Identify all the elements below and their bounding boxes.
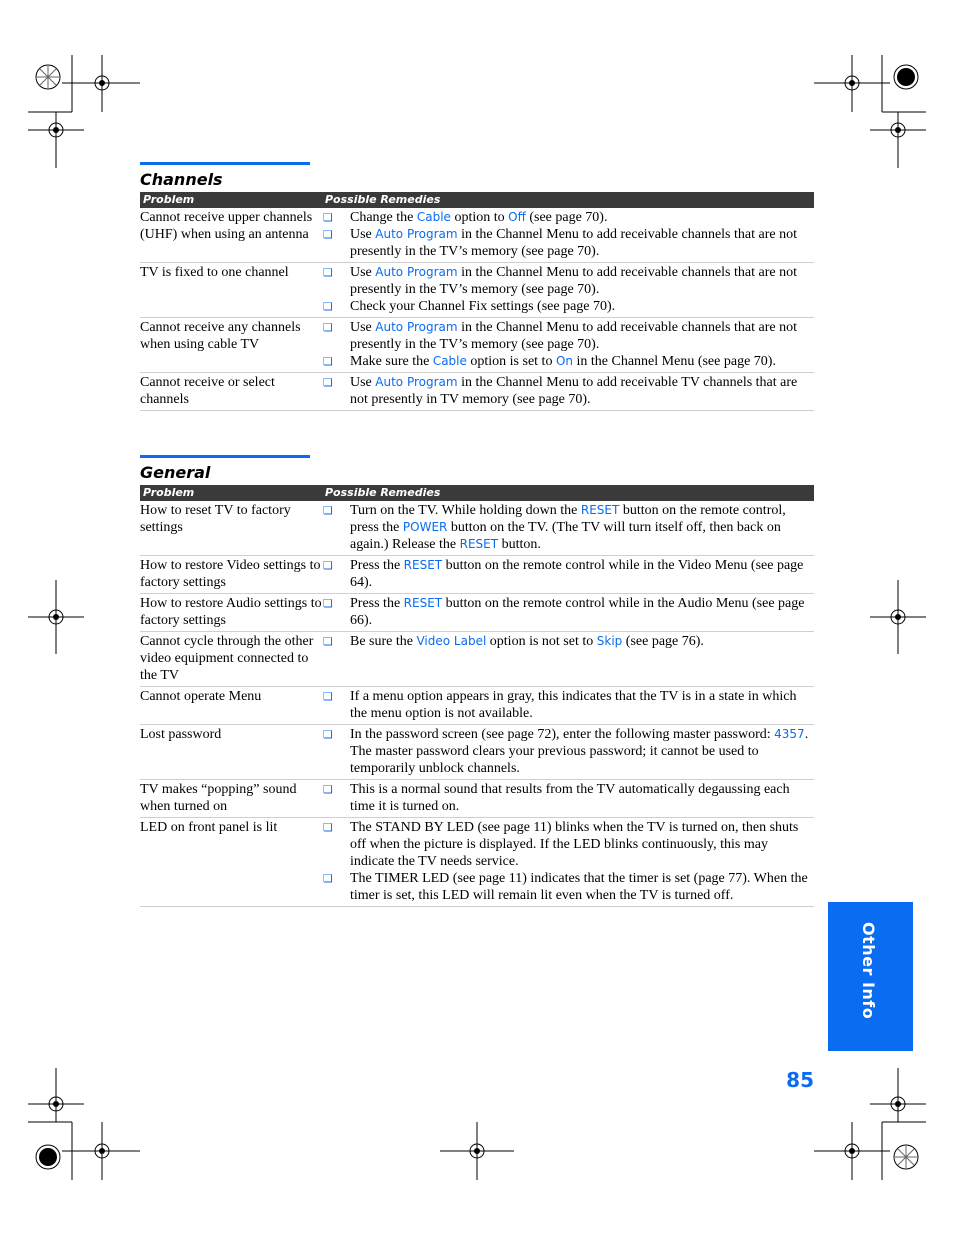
menu-option-term: RESET [403,596,443,610]
side-tab-label: Other Info [859,922,878,1020]
menu-option-term: Auto Program [375,320,458,334]
remedy-item [323,557,814,591]
remedy-item [323,595,814,629]
menu-option-term: Skip [596,634,623,648]
checkbox-bullet-icon: ❏ [323,635,333,648]
checkbox-bullet-icon: ❏ [323,690,333,703]
remedies-cell [323,595,814,629]
menu-option-term: RESET [580,503,620,517]
menu-option-term: On [555,354,574,368]
remedy-text: Change the Cable option to Off (see page 70). [350,210,608,225]
problem-cell: LED on front panel is lit [140,820,278,835]
menu-option-term: Cable [416,210,451,224]
remedy-item [323,209,814,226]
table-row [140,318,814,373]
remedy-item [323,264,814,298]
general-rows [140,501,814,907]
table-row [140,373,814,411]
menu-option-term: 4357 [774,727,805,741]
menu-option-term: Video Label [416,634,487,648]
remedy-text: In the password screen (see page 72), enter the following master password: 4357. The master password clears your previous password; it cannot be used to temporarily unblock channels. [350,727,809,776]
problem-cell: How to restore Video settings to factory settings [140,558,321,590]
table-row [140,725,814,780]
remedy-item [323,781,814,815]
header-remedies: Possible Remedies [325,193,441,206]
channels-section [140,162,814,411]
checkbox-bullet-icon: ❏ [323,728,333,741]
problem-cell: Lost password [140,727,222,742]
menu-option-term: Off [508,210,526,224]
menu-option-term: RESET [459,537,499,551]
side-tab [828,902,913,1051]
checkbox-bullet-icon: ❏ [323,211,333,224]
remedy-text: Press the RESET button on the remote control while in the Video Menu (see page 64). [350,558,804,590]
problem-cell: Cannot cycle through the other video equipment connected to the TV [140,634,314,683]
section-title: General [140,463,211,482]
table-row [140,556,814,594]
remedies-cell [323,688,814,722]
remedy-text: Check your Channel Fix settings (see page 70). [350,299,616,314]
remedies-cell [323,557,814,591]
table-row [140,263,814,318]
menu-option-term: Auto Program [375,375,458,389]
remedies-cell [323,726,814,777]
remedy-item [323,633,814,650]
remedy-text: Press the RESET button on the remote control while in the Audio Menu (see page 66). [350,596,805,628]
remedy-text: Use Auto Program in the Channel Menu to add receivable channels that are not presently in the TV’s memory (see page 70). [350,320,797,352]
menu-option-term: RESET [403,558,443,572]
remedy-item [323,353,814,370]
problem-cell: TV makes “popping” sound when turned on [140,782,297,814]
header-problem: Problem [143,486,195,499]
table-row [140,632,814,687]
table-row [140,780,814,818]
checkbox-bullet-icon: ❏ [323,355,333,368]
remedy-text: This is a normal sound that results from the TV automatically degaussing each time it is turned on. [350,782,790,814]
remedy-text: Use Auto Program in the Channel Menu to add receivable TV channels that are not presently in TV memory (see page 70). [350,375,798,407]
section-rule [140,162,310,165]
remedies-cell [323,209,814,260]
remedy-text: Make sure the Cable option is set to On in the Channel Menu (see page 70). [350,354,776,369]
channels-rows [140,208,814,411]
menu-option-term: Auto Program [375,227,458,241]
checkbox-bullet-icon: ❏ [323,597,333,610]
checkbox-bullet-icon: ❏ [323,321,333,334]
table-row [140,687,814,725]
remedies-cell [323,633,814,684]
remedy-text: The STAND BY LED (see page 11) blinks when the TV is turned on, then shuts off when the picture is displayed. If the LED blinks continuously, this may indicate the TV needs service. [350,820,799,869]
remedy-item [323,374,814,408]
problem-cell: How to restore Audio settings to factory settings [140,596,322,628]
problem-cell: How to reset TV to factory settings [140,503,291,535]
remedy-text: Use Auto Program in the Channel Menu to add receivable channels that are not presently in the TV’s memory (see page 70). [350,265,797,297]
problem-cell: Cannot receive or select channels [140,375,275,407]
menu-option-term: Cable [432,354,467,368]
remedy-text: Use Auto Program in the Channel Menu to add receivable channels that are not presently in the TV’s memory (see page 70). [350,227,797,259]
general-section [140,455,814,907]
remedy-item [323,319,814,353]
problem-cell: Cannot receive any channels when using cable TV [140,320,301,352]
remedies-cell [323,781,814,815]
remedy-item [323,298,814,315]
remedy-item [323,688,814,722]
table-row [140,501,814,556]
remedies-cell [323,319,814,370]
header-problem: Problem [143,193,195,206]
remedies-cell [323,502,814,553]
section-title: Channels [140,170,223,189]
table-row [140,594,814,632]
checkbox-bullet-icon: ❏ [323,504,333,517]
header-remedies: Possible Remedies [325,486,441,499]
remedy-text: Be sure the Video Label option is not set to Skip (see page 76). [350,634,704,649]
remedy-text: The TIMER LED (see page 11) indicates that the timer is set (page 77). When the timer is set, this LED will remain lit even when the TV is turned off. [350,871,808,903]
remedy-item [323,726,814,777]
table-row [140,818,814,907]
remedy-text: Turn on the TV. While holding down the RESET button on the remote control, press the POWER button on the TV. (The TV will turn itself off, then back on again.) Release the RESET button. [350,503,786,552]
problem-cell: TV is fixed to one channel [140,265,289,280]
table-row [140,208,814,263]
table-header [140,192,814,208]
checkbox-bullet-icon: ❏ [323,376,333,389]
menu-option-term: Auto Program [375,265,458,279]
remedy-text: If a menu option appears in gray, this indicates that the TV is in a state in which the menu option is not available. [350,689,797,721]
checkbox-bullet-icon: ❏ [323,783,333,796]
checkbox-bullet-icon: ❏ [323,821,333,834]
problem-cell: Cannot operate Menu [140,689,262,704]
checkbox-bullet-icon: ❏ [323,228,333,241]
remedies-cell [323,374,814,408]
remedy-item [323,819,814,870]
remedy-item [323,870,814,904]
remedies-cell [323,264,814,315]
menu-option-term: POWER [402,520,448,534]
page-number: 85 [786,1068,814,1092]
checkbox-bullet-icon: ❏ [323,872,333,885]
remedy-item [323,226,814,260]
checkbox-bullet-icon: ❏ [323,266,333,279]
remedy-item [323,502,814,553]
problem-cell: Cannot receive upper channels (UHF) when using an antenna [140,210,313,242]
section-rule [140,455,310,458]
table-header [140,485,814,501]
remedies-cell [323,819,814,904]
checkbox-bullet-icon: ❏ [323,559,333,572]
checkbox-bullet-icon: ❏ [323,300,333,313]
